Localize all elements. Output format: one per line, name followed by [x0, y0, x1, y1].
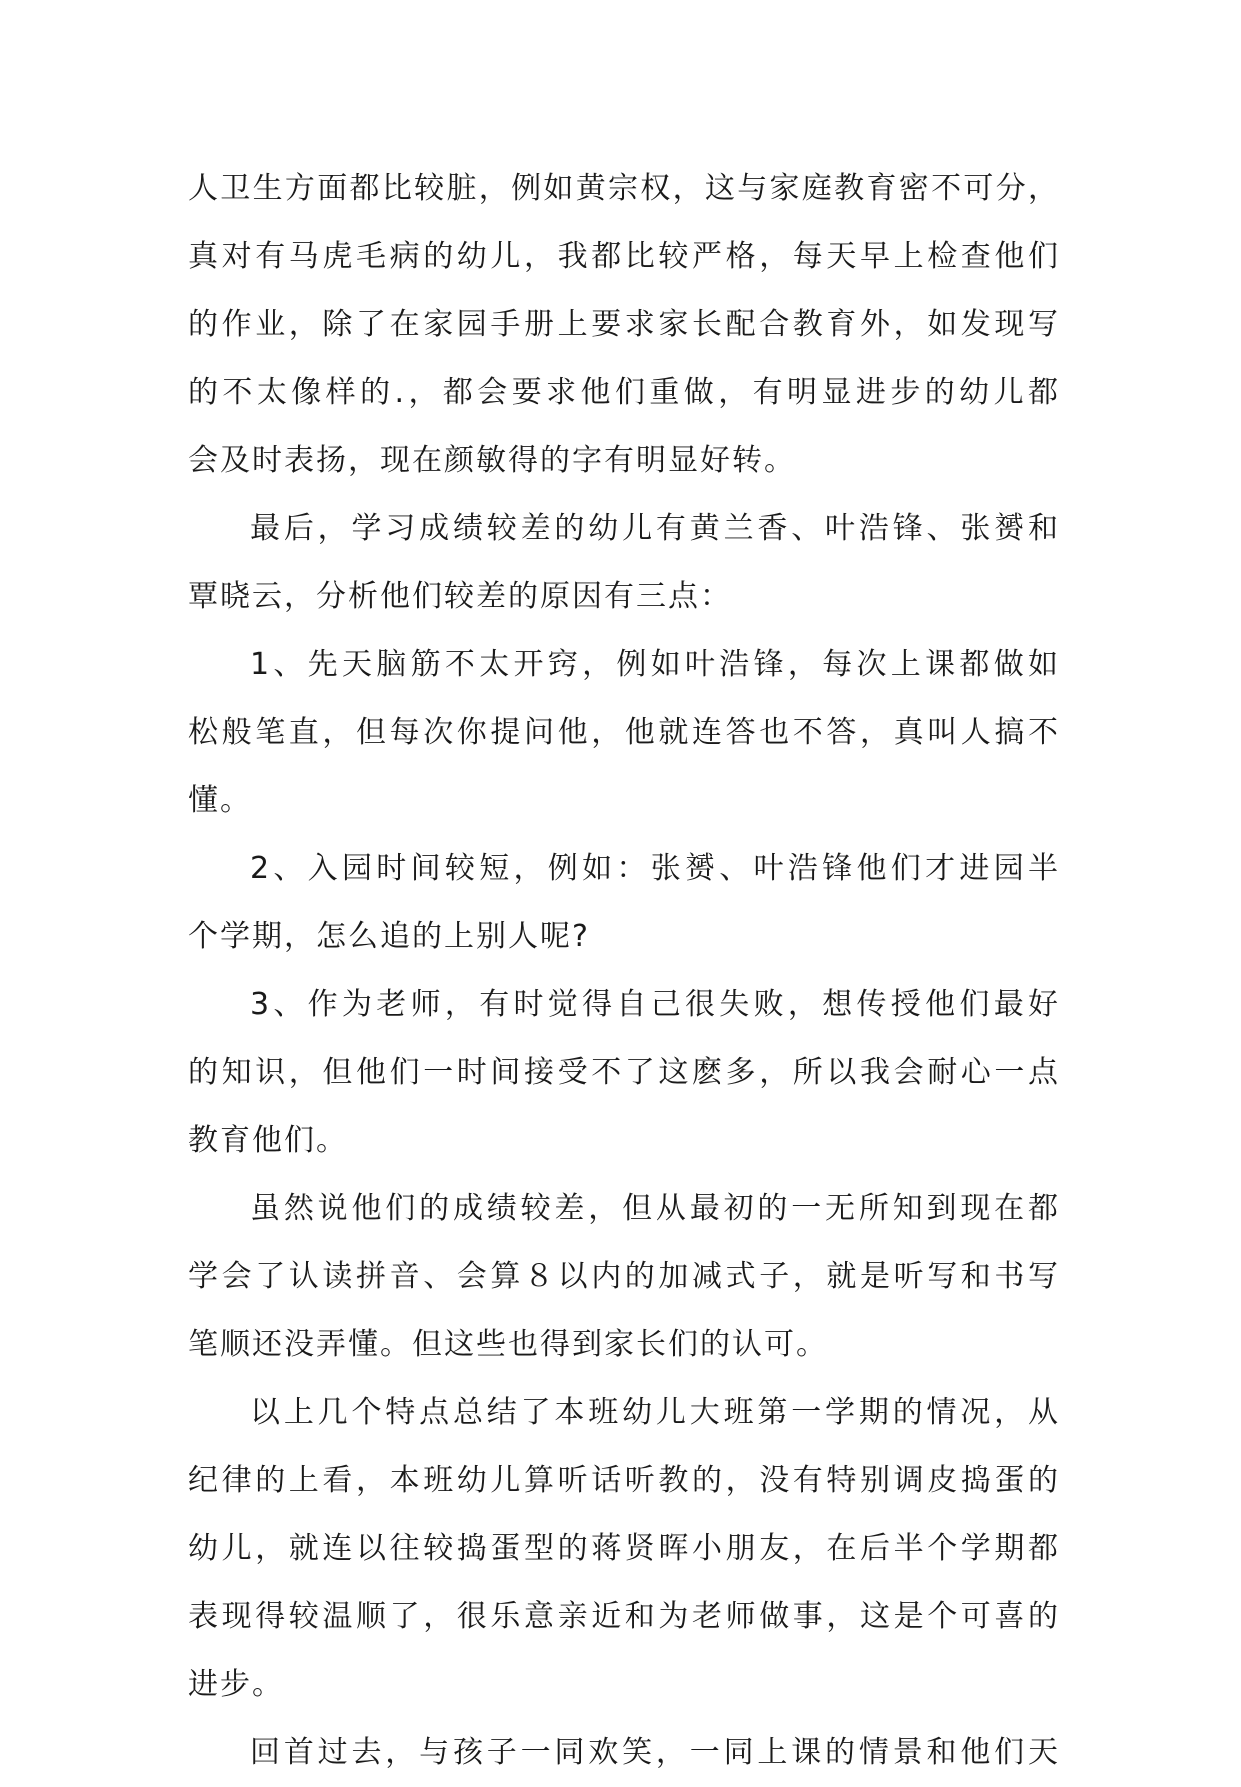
text-line: 笔顺还没弄懂。但这些也得到家长们的认可。: [188, 1327, 828, 1362]
text-line: 幼儿，就连以往较捣蛋型的蒋贤晖小朋友，在后半个学期都: [188, 1531, 1060, 1566]
text-line: 个学期，怎么追的上别人呢?: [188, 919, 590, 954]
document-page: [188, 155, 1060, 1787]
text-line: 2、入园时间较短，例如：张赟、叶浩锋他们才进园半: [250, 851, 1060, 886]
text-line: 最后，学习成绩较差的幼儿有黄兰香、叶浩锋、张赟和: [250, 511, 1060, 546]
text-line: 真对有马虎毛病的幼儿，我都比较严格，每天早上检查他们: [188, 239, 1060, 274]
paragraph-6: [188, 1175, 1060, 1379]
paragraph-2: [188, 495, 1060, 631]
text-line: 覃晓云，分析他们较差的原因有三点：: [188, 579, 732, 614]
text-line: 会及时表扬，现在颜敏得的字有明显好转。: [188, 443, 796, 478]
text-line: 纪律的上看，本班幼儿算听话听教的，没有特别调皮捣蛋的: [188, 1463, 1060, 1498]
text-line: 1、先天脑筋不太开窍，例如叶浩锋，每次上课都做如: [250, 647, 1060, 682]
paragraph-1: [188, 155, 1060, 495]
text-line: 教育他们。: [188, 1123, 348, 1158]
text-line: 3、作为老师，有时觉得自己很失败，想传授他们最好: [250, 987, 1060, 1022]
text-line: 的作业，除了在家园手册上要求家长配合教育外，如发现写: [188, 307, 1060, 342]
text-line: 表现得较温顺了，很乐意亲近和为老师做事，这是个可喜的: [188, 1599, 1060, 1634]
text-line: 以上几个特点总结了本班幼儿大班第一学期的情况，从: [250, 1395, 1060, 1430]
text-line: 学会了认读拼音、会算８以内的加减式子，就是听写和书写: [188, 1259, 1060, 1294]
text-line: 回首过去，与孩子一同欢笑，一同上课的情景和他们天: [250, 1735, 1060, 1770]
paragraph-7: [188, 1379, 1060, 1719]
text-line: 的不太像样的.，都会要求他们重做，有明显进步的幼儿都: [188, 375, 1060, 410]
paragraph-4: [188, 835, 1060, 971]
text-line: 人卫生方面都比较脏，例如黄宗权，这与家庭教育密不可分，: [188, 171, 1060, 206]
text-line: 的知识，但他们一时间接受不了这麽多，所以我会耐心一点: [188, 1055, 1060, 1090]
text-line: 懂。: [188, 783, 252, 818]
text-line: 松般笔直，但每次你提问他，他就连答也不答，真叫人搞不: [188, 715, 1060, 750]
text-line: 进步。: [188, 1667, 284, 1702]
text-line: 虽然说他们的成绩较差，但从最初的一无所知到现在都: [250, 1191, 1060, 1226]
paragraph-3: [188, 631, 1060, 835]
paragraph-8: [188, 1719, 1060, 1787]
paragraph-5: [188, 971, 1060, 1175]
